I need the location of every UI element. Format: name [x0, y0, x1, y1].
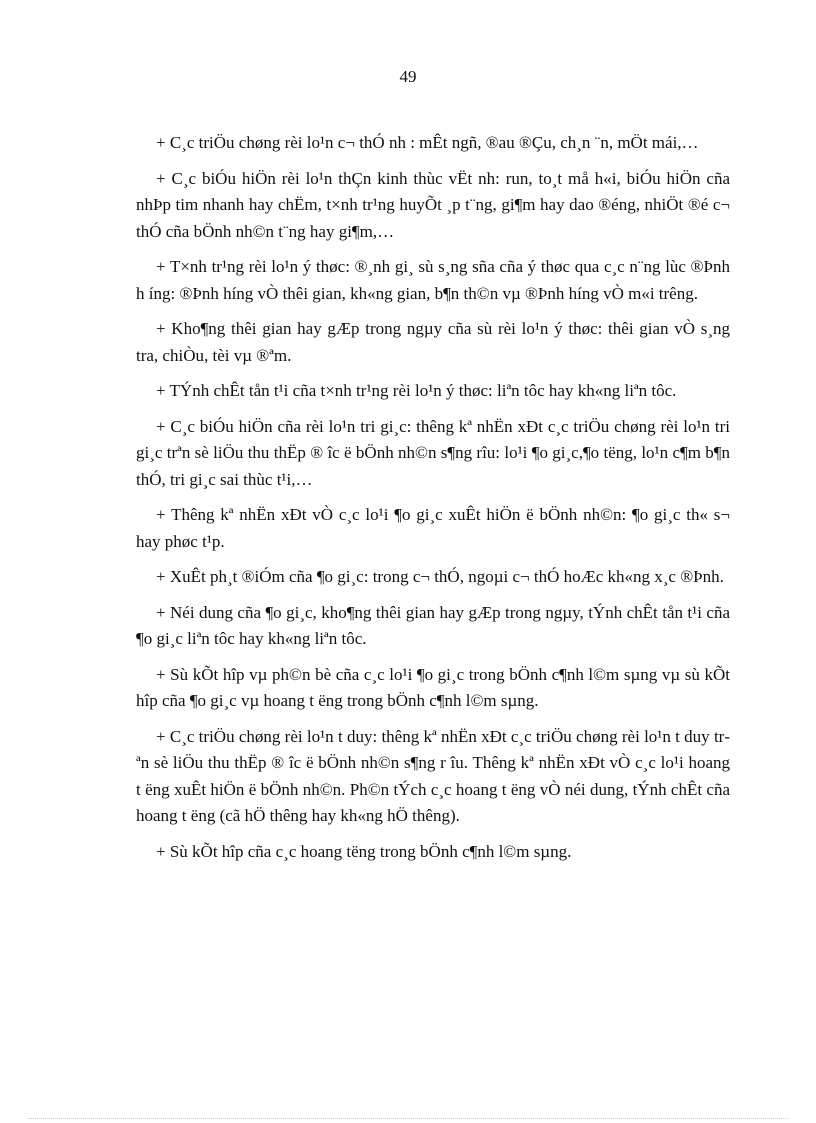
paragraph-autonomic-symptoms: + C¸c biÓu hiÖn rèi lo¹n thÇn kinh thùc vËt nh: run, to¸t må h«i, biÓu hiÖn cña nhÞp tim nhanh hay chËm, t×nh tr¹ng huyÕt ¸p t¨ng, gi¶m hay dao ®éng, nhiÖt ®é c¬ thÓ cña bÖnh nh©n t¨ng hay gi¶m,… — [136, 168, 730, 241]
paragraph-delusion-combination: + Sù kÕt hîp cña c¸c hoang tëng trong bÖnh c¶nh l©m sµng. — [156, 841, 572, 861]
bottom-dotted-rule — [28, 1118, 788, 1119]
paragraph-hallucination-types: + Thêng kª nhËn xÐt vÒ c¸c lo¹i ¶o gi¸c xuÊt hiÖn ë bÖnh nh©n: ¶o gi¸c th« s¬ hay phøc t¹p. — [136, 505, 730, 551]
paragraph-hallucination-combination: + Sù kÕt hîp vµ ph©n bè cña c¸c lo¹i ¶o gi¸c trong bÖnh c¶nh l©m sµng vµ sù kÕt hîp cña ¶o gi¸c vµ hoang t ëng trong bÖnh c¶nh l©m sµng. — [136, 664, 730, 710]
paragraph-consciousness-timing: + Kho¶ng thêi gian hay gÆp trong ngµy cña sù rèi lo¹n ý thøc: thêi gian vÒ s¸ng tra, chiÒu, tèi vµ ®ªm. — [136, 319, 730, 365]
paragraph-somatic-symptoms: + C¸c triÖu chøng rèi lo¹n c¬ thÓ nh : mÊt ngñ, ®au ®Çu, ch¸n ¨n, mÖt mái,… — [156, 133, 699, 152]
paragraph-perception-disorders: + C¸c biÓu hiÖn cña rèi lo¹n tri gi¸c: thêng kª nhËn xÐt c¸c triÖu chøng rèi lo¹n tri gi¸c trªn sè liÖu thu thËp ® îc ë bÖnh nh©n s¶ng rîu: lo¹i ¶o gi¸c,¶o tëng, lo¹n c¶m b¶n thÓ, tri gi¸c sai thùc t¹i,… — [136, 416, 730, 489]
paragraph-hallucination-content: + Néi dung cña ¶o gi¸c, kho¶ng thêi gian hay gÆp trong ngµy, tÝnh chÊt tån t¹i cña ¶o gi¸c liªn tôc hay kh«ng liªn tôc. — [136, 602, 730, 648]
paragraph-hallucination-origin: + XuÊt ph¸t ®iÓm cña ¶o gi¸c: trong c¬ thÓ, ngoµi c¬ thÓ hoÆc kh«ng x¸c ®Þnh. — [156, 567, 724, 586]
paragraph-thought-disorders: + C¸c triÖu chøng rèi lo¹n t duy: thêng kª nhËn xÐt c¸c triÖu chøng rèi lo¹n t duy trªn sè liÖu thu thËp ® îc ë bÖnh nh©n s¶ng r îu. Thêng kª nhËn xÐt vÒ c¸c lo¹i hoang t ëng xuÊt hiÖn ë bÖnh nh©n. Ph©n tÝch c¸c hoang t ëng vÒ néi dung, tÝnh chÊt cña hoang t ëng (cã hÖ thêng hay kh«ng hÖ thêng). — [136, 726, 730, 825]
paragraph-consciousness-continuity: + TÝnh chÊt tån t¹i cña t×nh tr¹ng rèi lo¹n ý thøc: liªn tôc hay kh«ng liªn tôc. — [156, 381, 677, 400]
page-number: 49 — [399, 67, 417, 86]
paragraph-consciousness-state: + T×nh tr¹ng rèi lo¹n ý thøc: ®¸nh gi¸ sù s¸ng sña cña ý thøc qua c¸c n¨ng lùc ®Þnh h íng: ®Þnh híng vÒ thêi gian, kh«ng gian, b¶n th©n vµ ®Þnh híng vÒ m«i trêng. — [136, 257, 730, 303]
body-text — [136, 130, 730, 874]
